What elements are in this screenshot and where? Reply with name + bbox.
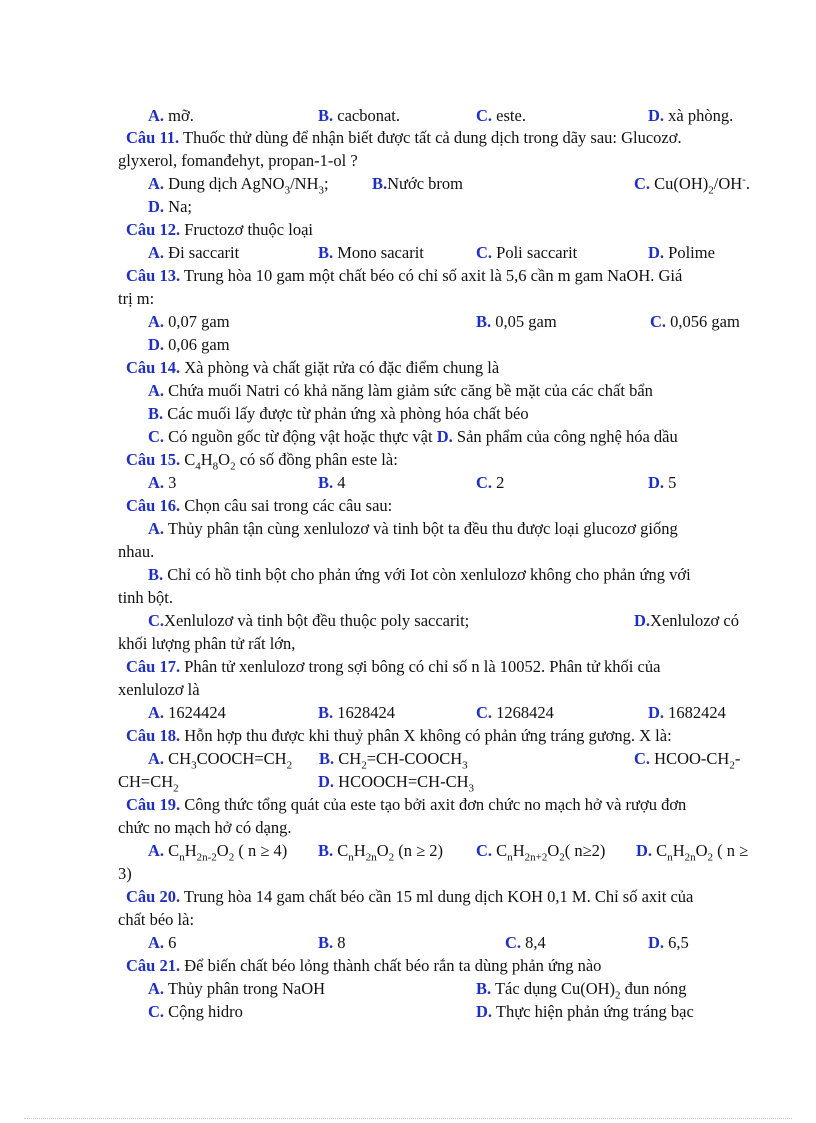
q14-stem: Câu 14. Xà phòng và chất giặt rửa có đặc điểm chung là bbox=[126, 358, 500, 377]
q21-option-d: D. Thực hiện phản ứng tráng bạc bbox=[476, 1002, 694, 1021]
q19-option-d: D. $C_nH_{2n}O_2$ ( n ≥ bbox=[636, 841, 749, 864]
q11-option-a: A. Dung dịch $AgNO_3/NH_3$; bbox=[148, 174, 329, 197]
q13-number: Câu 13. bbox=[126, 266, 181, 285]
q14-number: Câu 14. bbox=[126, 358, 181, 377]
q15-stem: Câu 15. $C_4H_8O_2$ có số đồng phân este là: bbox=[126, 450, 398, 473]
q20-option-d: D. 6,5 bbox=[648, 933, 689, 952]
q18-option-b: B. $CH_2=CH-COOCH_3$ bbox=[319, 749, 468, 772]
q16-option-b: B. Chỉ có hồ tinh bột cho phản ứng với Iot còn xenlulozơ không cho phản ứng với bbox=[148, 565, 691, 584]
q17-stem: Câu 17. Phân tử xenlulozơ trong sợi bông có chỉ số n là 10052. Phân tử khối của bbox=[126, 657, 661, 676]
q19-option-a: A. $C_nH_{2n-2}O_2$ ( n ≥ 4) bbox=[148, 841, 288, 864]
q14-option-a-row bbox=[0, 379, 816, 402]
q13-stem: Câu 13. Trung hòa 10 gam một chất béo có chỉ số axit là 5,6 cần m gam NaOH. Giá bbox=[126, 266, 683, 285]
q21-number: Câu 21. bbox=[126, 956, 181, 975]
q19-options-row bbox=[0, 839, 816, 862]
q16-option-b-cont: tinh bột. bbox=[118, 588, 174, 607]
q13-option-d-row bbox=[0, 333, 816, 356]
q13-option-b: B. 0,05 gam bbox=[476, 312, 557, 331]
q11-option-b: B.Nước brom bbox=[372, 174, 464, 193]
q19-stem: Câu 19. Công thức tổng quát của este tạo bởi axit đơn chức no mạch hở và rượu đơn bbox=[126, 795, 687, 814]
q18-option-d: D. $HCOOCH=CH-CH_3$ bbox=[318, 772, 474, 795]
q20-option-c: C. 8,4 bbox=[505, 933, 546, 952]
q20-options-row bbox=[0, 931, 816, 954]
q16-number: Câu 16. bbox=[126, 496, 181, 515]
q19-option-d-cont: 3) bbox=[118, 864, 132, 883]
q16-option-a-cont: nhau. bbox=[118, 542, 155, 561]
q14-option-b-row bbox=[0, 402, 816, 425]
q11-stem-cont: glyxerol, fomanđehyt, propan-1-ol ? bbox=[118, 151, 358, 170]
q21-option-c: C. Cộng hidro bbox=[148, 1002, 243, 1021]
q11-options-row bbox=[0, 172, 816, 195]
q18-stem: Câu 18. Hỗn hợp thu được khi thuỷ phân X không có phản ứng tráng gương. X là: bbox=[126, 726, 672, 745]
q16-option-a-row bbox=[0, 517, 816, 540]
q20-number: Câu 20. bbox=[126, 887, 181, 906]
q19-option-b: B. $C_nH_{2n}O_2$ (n ≥ 2) bbox=[318, 841, 444, 864]
q11-number: Câu 11. bbox=[126, 128, 180, 147]
q17-option-c: C. 1268424 bbox=[476, 703, 554, 722]
q18-options-row bbox=[0, 747, 816, 770]
q12-option-a: A. Đi saccarit bbox=[148, 243, 240, 262]
q12-option-d: D. Polime bbox=[648, 243, 715, 262]
q14-option-cd-row bbox=[0, 425, 816, 448]
q21-stem: Câu 21. Để biến chất béo lỏng thành chất béo rắn ta dùng phản ứng nào bbox=[126, 956, 602, 975]
q15-options-row bbox=[0, 471, 816, 494]
q18-option-c-cont: $CH=CH_2$ bbox=[118, 772, 179, 795]
q16-stem: Câu 16. Chọn câu sai trong các câu sau: bbox=[126, 496, 393, 515]
q16-option-d: D.Xenlulozơ có bbox=[634, 611, 739, 630]
q11-option-c: C. $Cu(OH)_2/OH^-$. bbox=[634, 173, 750, 197]
q20-stem: Câu 20. Trung hòa 14 gam chất béo cần 15 ml dung dịch KOH 0,1 M. Chỉ số axit của bbox=[126, 887, 694, 906]
q15-option-a: A. 3 bbox=[148, 473, 177, 492]
q14-option-d-letter: D. bbox=[436, 427, 453, 446]
q15-option-d: D. 5 bbox=[648, 473, 677, 492]
q14-option-d-text: Sản phẩm của công nghệ hóa dầu bbox=[456, 427, 678, 446]
q17-number: Câu 17. bbox=[126, 657, 181, 676]
q11-option-d: D. Na; bbox=[148, 197, 192, 216]
q21-options-row-1 bbox=[0, 977, 816, 1000]
q18-options-row-2 bbox=[0, 770, 816, 793]
q19-number: Câu 19. bbox=[126, 795, 181, 814]
q14-option-a: A. Chứa muối Natri có khả năng làm giảm sức căng bề mặt của các chất bẩn bbox=[148, 381, 653, 400]
q12-number: Câu 12. bbox=[126, 220, 181, 239]
q12-stem: Câu 12. Fructozơ thuộc loại bbox=[126, 220, 313, 239]
q11-option-d-row bbox=[0, 195, 816, 218]
q20-option-b: B. 8 bbox=[318, 933, 346, 952]
q13-option-d: D. 0,06 gam bbox=[148, 335, 230, 354]
q14-option-b: B. Các muối lấy được từ phản ứng xà phòng hóa chất béo bbox=[148, 404, 529, 423]
q12-options-row bbox=[0, 241, 816, 264]
q13-options-row bbox=[0, 310, 816, 333]
q16-option-b-row bbox=[0, 563, 816, 586]
q10-options-row bbox=[0, 104, 816, 127]
q21-option-b: B. Tác dụng $Cu(OH)_2$ đun nóng bbox=[476, 979, 687, 1002]
q10-option-b: B. cacbonat. bbox=[318, 106, 401, 125]
q16-option-d-cont: khối lượng phân tử rất lớn, bbox=[118, 634, 296, 653]
q17-option-d: D. 1682424 bbox=[648, 703, 726, 722]
q16-option-c: C.Xenlulozơ và tinh bột đều thuộc poly saccarit; bbox=[148, 611, 470, 630]
q15-option-c: C. 2 bbox=[476, 473, 505, 492]
q18-option-a: A. $CH_3COOCH=CH_2$ bbox=[148, 749, 293, 772]
q10-option-d: D. xà phòng. bbox=[648, 106, 734, 125]
q10-option-a: A. mỡ. bbox=[148, 106, 194, 125]
q21-options-row-2 bbox=[0, 1000, 816, 1023]
q20-stem-cont: chất béo là: bbox=[118, 910, 195, 929]
q16-option-a: A. Thủy phân tận cùng xenlulozơ và tinh bột ta đều thu được loại glucozơ giống bbox=[148, 519, 678, 538]
q13-stem-cont: trị m: bbox=[118, 289, 155, 308]
q11-stem: Câu 11. Thuốc thử dùng để nhận biết được tất cả dung dịch trong dãy sau: Glucozơ. bbox=[126, 128, 682, 147]
q17-options-row bbox=[0, 701, 816, 724]
q21-option-a: A. Thủy phân trong NaOH bbox=[148, 979, 326, 998]
q10-option-c: C. este. bbox=[476, 106, 526, 125]
q17-stem-cont: xenlulozơ là bbox=[118, 680, 200, 699]
q12-option-c: C. Poli saccarit bbox=[476, 243, 578, 262]
q19-option-c: C. $C_nH_{2n+2}O_2$( n≥2) bbox=[476, 841, 606, 864]
q13-option-c: C. 0,056 gam bbox=[650, 312, 740, 331]
q13-option-a: A. 0,07 gam bbox=[148, 312, 230, 331]
q12-option-b: B. Mono sacarit bbox=[318, 243, 424, 262]
q15-number: Câu 15. bbox=[126, 450, 181, 469]
q15-formula: $C_4H_8O_2$ bbox=[184, 450, 236, 473]
q15-option-b: B. 4 bbox=[318, 473, 346, 492]
q14-option-c: C. Có nguồn gốc từ động vật hoặc thực vật D. Sản phẩm của công nghệ hóa dầu bbox=[148, 427, 678, 446]
q18-option-c: C. HCOO-$CH_2-$ bbox=[634, 749, 741, 772]
q19-stem-cont: chức no mạch hở có dạng. bbox=[118, 818, 292, 837]
q17-option-b: B. 1628424 bbox=[318, 703, 396, 722]
q16-option-cd-row bbox=[0, 609, 816, 632]
q17-option-a: A. 1624424 bbox=[148, 703, 226, 722]
q18-number: Câu 18. bbox=[126, 726, 181, 745]
page-bottom-divider bbox=[24, 1118, 792, 1119]
q20-option-a: A. 6 bbox=[148, 933, 177, 952]
